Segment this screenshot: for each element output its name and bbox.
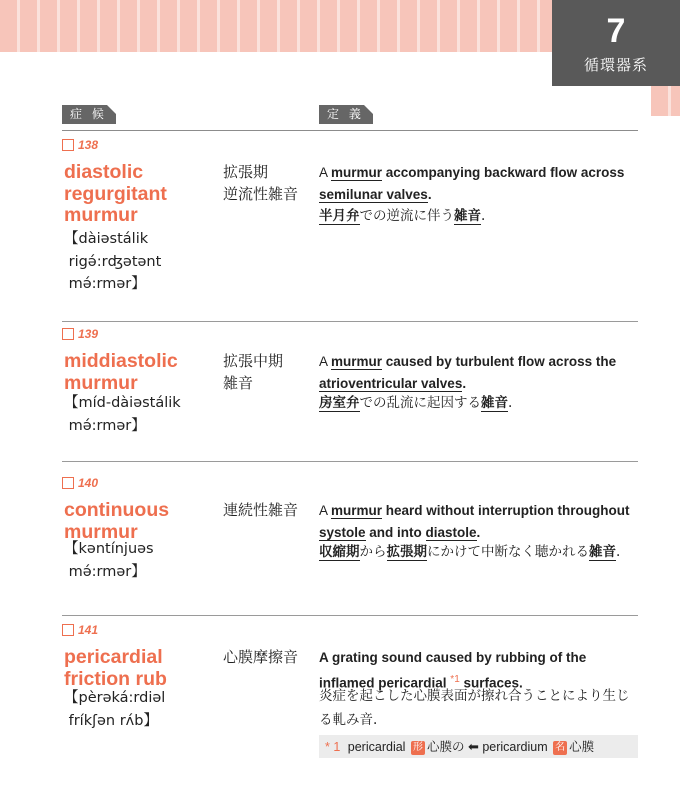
- entry-divider: [62, 615, 638, 616]
- adjective-badge: 形: [412, 741, 423, 753]
- entry-japanese-term: 拡張期 逆流性雑音: [223, 163, 299, 203]
- checkbox-icon[interactable]: [62, 139, 74, 151]
- entry-definition-jp: 半月弁での逆流に伴う雑音.: [319, 208, 486, 224]
- entry-definition: A murmur caused by turbulent flow across the atrioventricular valves.: [319, 354, 617, 391]
- entry-140: [62, 476, 638, 616]
- noun-badge: 名: [555, 741, 566, 753]
- entry-pronunciation: 【dàiəstálik rigə́:rʤətənt mə́:rmər】: [64, 231, 162, 292]
- entry-definition-jp: 房室弁での乱流に起因する雑音.: [319, 395, 513, 411]
- checkbox-icon[interactable]: [62, 328, 74, 340]
- entry-divider: [62, 461, 638, 462]
- entry-term: pericardial friction rub: [64, 646, 167, 690]
- entry-term: middiastolic murmur: [64, 350, 178, 394]
- entry-definition: A murmur accompanying backward flow across semilunar valves.: [319, 165, 625, 202]
- entry-pronunciation: 【pèrəká:rdiəl fríkʃən rʌ́b】: [64, 690, 166, 729]
- entry-pronunciation: 【kəntínjuəs mə́:rmər】: [64, 541, 154, 580]
- side-stripe-band: [651, 86, 680, 116]
- entry-term: continuous murmur: [64, 499, 170, 543]
- entry-number: 138: [62, 138, 98, 152]
- column-header-symptom: 症 候: [62, 105, 116, 124]
- entry-pronunciation: 【míd-dàiəstálik mə́:rmər】: [64, 395, 181, 434]
- column-header-definition: 定 義: [319, 105, 373, 124]
- footnote-marker: *1: [450, 673, 460, 685]
- entry-japanese-term: 連続性雑音: [223, 501, 299, 519]
- entry-number: 141: [62, 623, 98, 637]
- entry-definition: A grating sound caused by rubbing of the inflamed pericardial $^{*1}$ surfaces.: [319, 650, 587, 690]
- entry-japanese-term: 拡張中期 雑音: [223, 352, 284, 392]
- entry-definition-jp: 炎症を起こした心膜表面が擦れ合うことにより生じる軋み音.: [319, 688, 630, 728]
- top-stripe-band: [0, 0, 552, 52]
- entry-138: [62, 138, 638, 322]
- entry-141: [62, 623, 638, 783]
- chapter-title: 循環器系: [583, 56, 648, 74]
- entry-definition: A murmur heard without interruption throughout systole and into diastole.: [319, 503, 630, 540]
- header-divider: [62, 130, 638, 131]
- footnote-box: * 1 pericardial 形 心膜の ⬅ pericardium 名 心膜: [319, 735, 638, 758]
- entry-139: [62, 327, 638, 462]
- entry-japanese-term: 心膜摩擦音: [223, 648, 299, 666]
- chapter-number: 7: [606, 12, 626, 50]
- entry-number: 139: [62, 327, 98, 341]
- chapter-tab: [552, 0, 680, 86]
- entry-number: 140: [62, 476, 98, 490]
- checkbox-icon[interactable]: [62, 624, 74, 636]
- entry-definition-jp: 収縮期から拡張期にかけて中断なく聴かれる雑音.: [319, 544, 621, 560]
- checkbox-icon[interactable]: [62, 477, 74, 489]
- entry-divider: [62, 321, 638, 322]
- arrow-left-icon: ⬅: [467, 739, 479, 754]
- entry-term: diastolic regurgitant murmur: [64, 161, 167, 226]
